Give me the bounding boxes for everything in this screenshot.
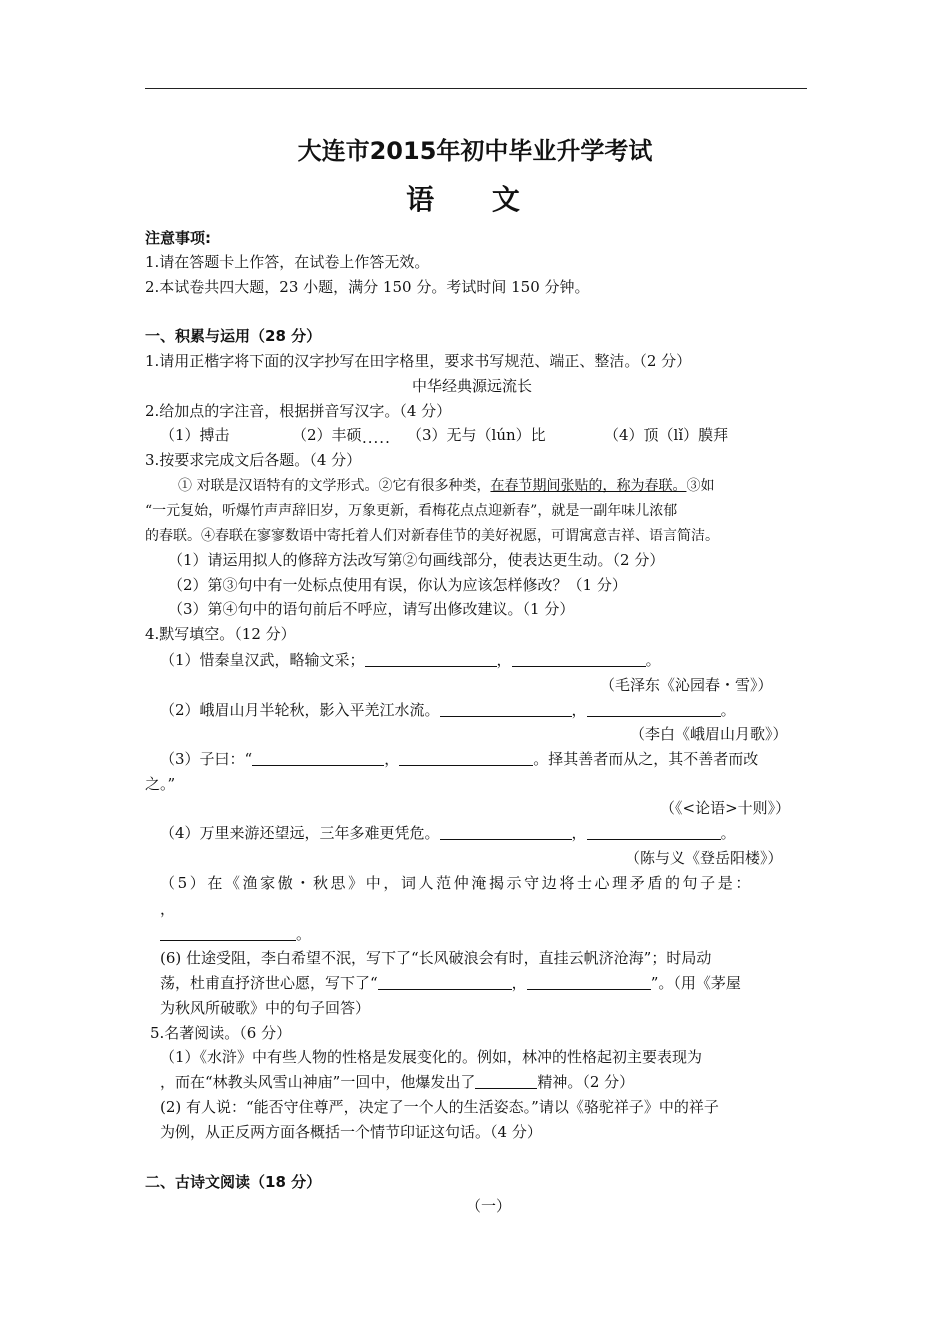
- question-1: 1.请用正楷字将下面的汉字抄写在田字格里，要求书写规范、端正、整洁。（2 分）: [145, 352, 692, 370]
- q4-3: （3）子曰：“ ， 。择其善者而从之，其不善者而改: [160, 750, 759, 768]
- answer-blank[interactable]: [252, 751, 384, 766]
- q4-4-source: （陈与义《登岳阳楼》）: [625, 849, 783, 867]
- page-label: （一）: [466, 1197, 512, 1215]
- answer-blank[interactable]: [440, 702, 572, 717]
- q4-3-text-b: 。择其善者而从之，其不善者而改: [533, 750, 759, 768]
- q4-6-text-b: 荡，杜甫直抒济世心愿，写下了“: [160, 974, 378, 992]
- q4-6-line-3: 为秋风所破歌》中的句子回答）: [160, 999, 371, 1017]
- q4-4-text: （4）万里来游还望远，三年多难更凭危。: [160, 824, 440, 842]
- answer-blank[interactable]: [587, 825, 721, 840]
- q3-para-part-b: ③如: [686, 478, 715, 494]
- q4-1: （1）惜秦皇汉武，略输文采； ， 。: [160, 651, 661, 669]
- q2-option-2: （2）丰硕: [292, 426, 362, 444]
- q4-5-comma: ，: [160, 900, 176, 918]
- section2-heading: 二、古诗文阅读（18 分）: [145, 1173, 322, 1191]
- q4-4: （4）万里来游还望远，三年多难更凭危。 ， 。: [160, 824, 736, 842]
- notice-item-1: 1.请在答题卡上作答，在试卷上作答无效。: [145, 253, 430, 271]
- q2-option-3: （3）无与（lún）比: [407, 426, 546, 444]
- section1-heading: 一、积累与运用（28 分）: [145, 327, 322, 345]
- subject-title: 语 文: [406, 183, 544, 216]
- answer-blank[interactable]: [378, 975, 512, 990]
- q4-2: （2）峨眉山月半轮秋，影入平羌江水流。 ， 。: [160, 701, 736, 719]
- answer-blank[interactable]: [160, 926, 296, 941]
- exam-title: 大连市2015年初中毕业升学考试: [297, 137, 653, 165]
- q4-3-source: （《<论语>十则》）: [660, 799, 791, 817]
- q3-underlined-sentence: 在春节期间张贴的，称为春联。: [490, 478, 687, 494]
- question-1-text: 中华经典源远流长: [412, 377, 533, 395]
- question-2: 2.给加点的字注音，根据拼音写汉字。（4 分）: [145, 402, 452, 420]
- answer-blank[interactable]: [527, 975, 651, 990]
- q4-2-source: （李白《峨眉山月歌》）: [630, 725, 788, 743]
- question-4: 4.默写填空。（12 分）: [145, 625, 296, 643]
- q2-option-1: （1）搏击: [160, 426, 230, 444]
- q4-1-source: （毛泽东《沁园春・雪》）: [600, 676, 773, 694]
- q5-2-line-2: 为例，从正反两方面各概括一个情节印证这句话。（4 分）: [160, 1123, 542, 1141]
- q4-2-text: （2）峨眉山月半轮秋，影入平羌江水流。: [160, 701, 440, 719]
- question-3: 3.按要求完成文后各题。（4 分）: [145, 451, 362, 469]
- q5-1-text-b: ，而在“林教头风雪山神庙”一回中，他爆发出了: [160, 1073, 476, 1091]
- q4-6-line-2: 荡，杜甫直抒济世心愿，写下了“ ， ”。（用《茅屋: [160, 974, 741, 992]
- q4-5: （5）在《渔家傲・秋思》中，词人范仲淹揭示守边将士心理矛盾的句子是：: [160, 874, 753, 892]
- q3-paragraph-line-1: [178, 476, 714, 496]
- q4-6-text-c: ”。（用《茅屋: [650, 974, 741, 992]
- answer-blank[interactable]: [587, 702, 721, 717]
- q3-para-part-a: ① 对联是汉语特有的文学形式。②它有很多种类，: [178, 478, 491, 494]
- q5-1-line-2: [160, 1072, 634, 1092]
- q3-sub-3: （3）第④句中的语句前后不呼应，请写出修改建议。（1 分）: [168, 600, 575, 618]
- q5-1-line-1: （1）《水浒》中有些人物的性格是发展变化的。例如，林冲的性格起初主要表现为: [160, 1048, 703, 1066]
- q5-2-line-1: (2) 有人说：“能否守住尊严，决定了一个人的生活姿态。”请以《骆驼祥子》中的祥子: [160, 1098, 719, 1116]
- q3-paragraph-line-2: “一元复始，听爆竹声声辞旧岁，万象更新，看梅花点点迎新春”，就是一副年味儿浓郁: [145, 503, 678, 519]
- q4-5-blank-line: 。: [160, 924, 311, 944]
- question-5: 5.名著阅读。（6 分）: [150, 1024, 292, 1042]
- notice-item-2: 2.本试卷共四大题，23 小题，满分 150 分。考试时间 150 分钟。: [145, 278, 590, 296]
- answer-blank[interactable]: [440, 825, 572, 840]
- notice-heading: 注意事项:: [145, 229, 211, 247]
- q4-3-text-a: （3）子曰：“: [160, 750, 253, 768]
- answer-blank[interactable]: [512, 652, 646, 667]
- q2-option-4: （4）顶（lǐ）膜拜: [604, 426, 729, 444]
- answer-blank[interactable]: [365, 652, 497, 667]
- q4-3-text-c: 之。”: [145, 775, 176, 793]
- answer-blank[interactable]: [475, 1074, 537, 1089]
- q3-sub-1: （1）请运用拟人的修辞方法改写第②句画线部分，使表达更生动。（2 分）: [168, 551, 665, 569]
- q5-1-text-c: 精神。（2 分）: [537, 1073, 635, 1091]
- answer-blank[interactable]: [399, 751, 533, 766]
- q2-emphasis-dots: ·····: [362, 433, 391, 451]
- q4-6-line-1: (6) 仕途受阻，李白希望不泯，写下了“长风破浪会有时，直挂云帆济沧海”；时局动: [160, 949, 712, 967]
- q3-paragraph-line-3: 的春联。④春联在寥寥数语中寄托着人们对新春佳节的美好祝愿，可谓寓意吉祥、语言简洁。: [145, 528, 719, 544]
- top-rule: [145, 88, 807, 89]
- q4-1-text: （1）惜秦皇汉武，略输文采；: [160, 651, 365, 669]
- q3-sub-2: （2）第③句中有一处标点使用有误，你认为应该怎样修改？（1 分）: [168, 576, 627, 594]
